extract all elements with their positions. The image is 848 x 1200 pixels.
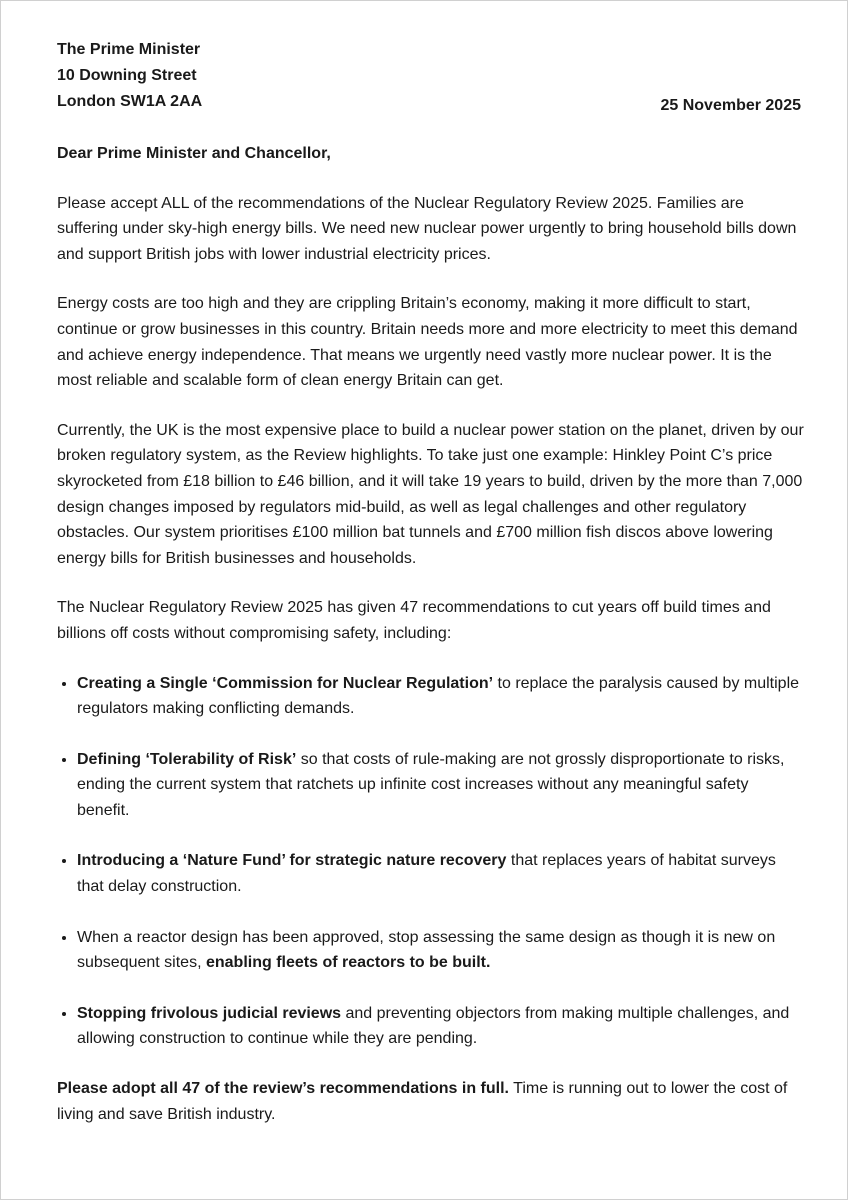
recommendation-text: to replace the paralysis caused by multiple regulators making conflicting demands. bbox=[77, 674, 800, 718]
closing-bold: Please adopt all 47 of the review’s recommendations in full. bbox=[57, 1080, 509, 1098]
paragraph-2: Energy costs are too high and they are crippling Britain’s economy, making it more difficult to start, continue or grow businesses in this country. Britain needs more and more electricity to meet this demand and achieve energy independence. That means we urgently need vastly more nuclear power. It is the most reliable and scalable form of clean energy Britain can get. bbox=[57, 295, 798, 390]
recommendation-text: so that costs of rule-making are not grossly disproportionate to risks, ending the current system that ratchets up infinite cost increases without any meaningful safety benefit. bbox=[77, 750, 785, 819]
recommendation-heading: Introducing a ‘Nature Fund’ for strategic nature recovery bbox=[77, 852, 507, 870]
recommendation-text: that replaces years of habitat surveys that delay construction. bbox=[77, 852, 776, 896]
letter-body bbox=[57, 141, 805, 1127]
address-line-2: 10 Downing Street bbox=[57, 67, 197, 84]
closing-paragraph bbox=[57, 1076, 805, 1127]
recommendation-item bbox=[77, 1001, 805, 1052]
recipient-address bbox=[57, 37, 202, 115]
paragraph-3: Currently, the UK is the most expensive place to build a nuclear power station on the planet, driven by our broken regulatory system, as the Review highlights. To take just one example: Hinkley Point C’s price skyrocketed from £18 billion to £46 billion, and it will take 19 years to build, driven by the more than 7,000 design changes imposed by regulators mid-build, as well as legal challenges and other regulatory obstacles. Our system prioritises £100 million bat tunnels and £700 million fish discos above lowering energy bills for British businesses and households. bbox=[57, 421, 804, 567]
recommendations-list bbox=[57, 671, 805, 1053]
recommendation-heading: Creating a Single ‘Commission for Nuclear Regulation’ bbox=[77, 674, 494, 692]
recommendation-text: and preventing objectors from making multiple challenges, and allowing construction to continue while they are pending. bbox=[77, 1004, 790, 1048]
closing-text: Time is running out to lower the cost of living and save British industry. bbox=[57, 1080, 788, 1123]
letter-date: 25 November 2025 bbox=[660, 97, 801, 114]
address-line-1: The Prime Minister bbox=[57, 41, 201, 58]
recommendation-item bbox=[77, 848, 805, 899]
recommendation-item bbox=[77, 671, 805, 722]
paragraph-1: Please accept ALL of the recommendations of the Nuclear Regulatory Review 2025. Families are suffering under sky-high energy bills. We need new nuclear power urgently to bring household bills down and support British jobs with lower industrial electricity prices. bbox=[57, 194, 797, 263]
salutation: Dear Prime Minister and Chancellor, bbox=[57, 145, 331, 162]
recommendation-heading: enabling fleets of reactors to be built. bbox=[205, 954, 491, 972]
recommendation-item bbox=[77, 747, 805, 824]
paragraph-4: The Nuclear Regulatory Review 2025 has given 47 recommendations to cut years off build times and billions off costs without compromising safety, including: bbox=[57, 599, 771, 642]
recommendation-text: When a reactor design has been approved, stop assessing the same design as though it is new on subsequent sites, bbox=[77, 928, 776, 972]
recommendation-item bbox=[77, 925, 805, 976]
recommendation-heading: Defining ‘Tolerability of Risk’ bbox=[77, 750, 297, 768]
recommendation-heading: Stopping frivolous judicial reviews bbox=[77, 1004, 342, 1022]
address-line-3: London SW1A 2AA bbox=[57, 93, 203, 110]
